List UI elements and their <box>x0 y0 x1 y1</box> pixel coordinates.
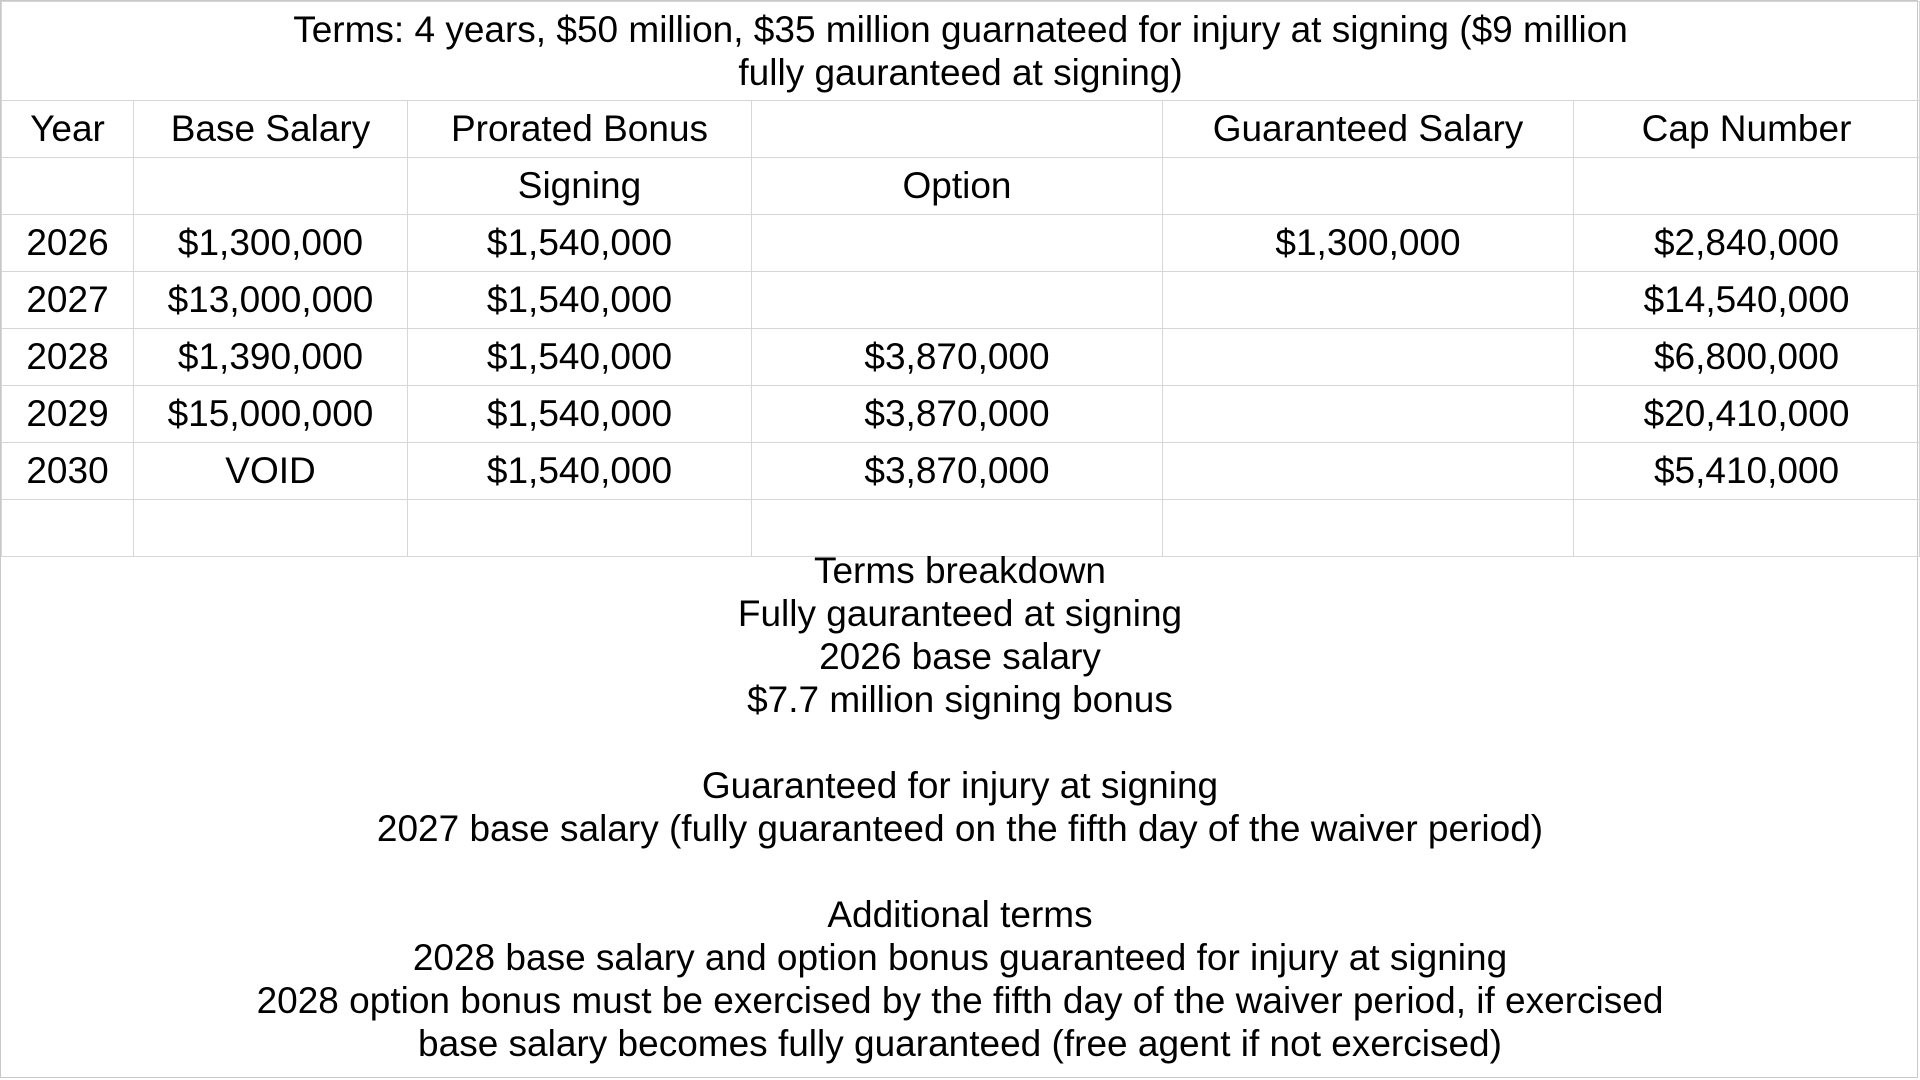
cell-base-salary[interactable]: $1,300,000 <box>134 215 408 272</box>
terms-breakdown-heading: Terms breakdown <box>813 550 1106 591</box>
cell-guaranteed-salary[interactable]: $1,300,000 <box>1163 215 1574 272</box>
contract-table <box>1 1 1920 557</box>
table-row <box>2 215 1920 272</box>
cell-year[interactable]: 2026 <box>2 215 134 272</box>
cell-cap-number[interactable]: $6,800,000 <box>1574 329 1920 386</box>
cell-cap-number[interactable]: $2,840,000 <box>1574 215 1920 272</box>
cell-guaranteed-salary[interactable] <box>1163 443 1574 500</box>
cell-cap-number[interactable]: $14,540,000 <box>1574 272 1920 329</box>
cell-year[interactable]: 2029 <box>2 386 134 443</box>
fully-guaranteed-item: $7.7 million signing bonus <box>747 679 1173 720</box>
subheader-empty-cell[interactable] <box>1574 158 1920 215</box>
subheader-signing[interactable]: Signing <box>408 158 752 215</box>
cell-option-bonus[interactable]: $3,870,000 <box>752 443 1163 500</box>
additional-terms-item: 2028 option bonus must be exercised by the fifth day of the waiver period, if exercised <box>256 980 1664 1021</box>
empty-cell[interactable] <box>1163 500 1574 557</box>
cell-guaranteed-salary[interactable] <box>1163 329 1574 386</box>
cell-base-salary[interactable]: $1,390,000 <box>134 329 408 386</box>
cell-cap-number[interactable]: $5,410,000 <box>1574 443 1920 500</box>
cell-guaranteed-salary[interactable] <box>1163 272 1574 329</box>
header-row <box>2 101 1920 158</box>
cell-year[interactable]: 2027 <box>2 272 134 329</box>
fully-guaranteed-item: 2026 base salary <box>819 636 1101 677</box>
title-row <box>2 2 1920 101</box>
empty-row <box>2 500 1920 557</box>
header-guaranteed-salary[interactable]: Guaranteed Salary <box>1163 101 1574 158</box>
contract-title-cell[interactable] <box>2 2 1920 101</box>
subheader-option[interactable]: Option <box>752 158 1163 215</box>
empty-cell[interactable] <box>134 500 408 557</box>
spacer <box>1 850 1919 893</box>
cell-signing-bonus[interactable]: $1,540,000 <box>408 215 752 272</box>
empty-cell[interactable] <box>752 500 1163 557</box>
title-line-2: fully gauranteed at signing) <box>738 52 1183 93</box>
cell-cap-number[interactable]: $20,410,000 <box>1574 386 1920 443</box>
table-row <box>2 329 1920 386</box>
cell-signing-bonus[interactable]: $1,540,000 <box>408 329 752 386</box>
cell-option-bonus[interactable] <box>752 215 1163 272</box>
injury-guarantee-item: 2027 base salary (fully guaranteed on the fifth day of the waiver period) <box>376 808 1544 849</box>
terms-notes[interactable] <box>1 549 1919 1065</box>
header-cap-number[interactable]: Cap Number <box>1574 101 1920 158</box>
header-base-salary[interactable]: Base Salary <box>134 101 408 158</box>
empty-cell[interactable] <box>1574 500 1920 557</box>
empty-cell[interactable] <box>408 500 752 557</box>
cell-year[interactable]: 2028 <box>2 329 134 386</box>
additional-terms-heading: Additional terms <box>827 894 1093 935</box>
cell-year[interactable]: 2030 <box>2 443 134 500</box>
cell-base-salary[interactable]: VOID <box>134 443 408 500</box>
title-line-1: Terms: 4 years, $50 million, $35 million guarnateed for injury at signing ($9 million <box>293 9 1628 50</box>
cell-option-bonus[interactable]: $3,870,000 <box>752 386 1163 443</box>
cell-signing-bonus[interactable]: $1,540,000 <box>408 443 752 500</box>
header-prorated-bonus[interactable]: Prorated Bonus <box>408 101 752 158</box>
empty-cell[interactable] <box>2 500 134 557</box>
subheader-empty-cell[interactable] <box>2 158 134 215</box>
additional-terms-item: 2028 base salary and option bonus guaranteed for injury at signing <box>412 937 1508 978</box>
cell-signing-bonus[interactable]: $1,540,000 <box>408 386 752 443</box>
subheader-row <box>2 158 1920 215</box>
cell-base-salary[interactable]: $15,000,000 <box>134 386 408 443</box>
spacer <box>1 721 1919 764</box>
cell-base-salary[interactable]: $13,000,000 <box>134 272 408 329</box>
subheader-empty-cell[interactable] <box>134 158 408 215</box>
header-blank[interactable] <box>752 101 1163 158</box>
table-row <box>2 443 1920 500</box>
fully-guaranteed-heading: Fully gauranteed at signing <box>737 593 1183 634</box>
additional-terms-item: base salary becomes fully guaranteed (free agent if not exercised) <box>418 1023 1502 1064</box>
cell-option-bonus[interactable]: $3,870,000 <box>752 329 1163 386</box>
subheader-empty-cell[interactable] <box>1163 158 1574 215</box>
cell-signing-bonus[interactable]: $1,540,000 <box>408 272 752 329</box>
injury-guarantee-heading: Guaranteed for injury at signing <box>701 765 1219 806</box>
header-year[interactable]: Year <box>2 101 134 158</box>
table-row <box>2 272 1920 329</box>
table-row <box>2 386 1920 443</box>
cell-guaranteed-salary[interactable] <box>1163 386 1574 443</box>
cell-option-bonus[interactable] <box>752 272 1163 329</box>
